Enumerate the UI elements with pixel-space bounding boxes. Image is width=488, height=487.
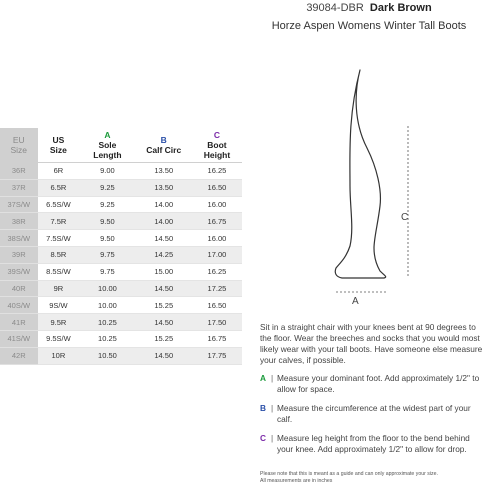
eu-size-cell: 39R [0,246,38,263]
eu-size-cell: 40R [0,280,38,297]
table-row [0,314,242,331]
boot-height-cell: 16.75 [192,213,242,230]
us-size-cell: 10R [38,347,80,364]
step-c-letter: C [260,433,266,443]
step-b-text: Measure the circumference at the widest part of your calf. [277,403,471,424]
table-row [0,330,242,347]
boot-height-cell: 16.00 [192,230,242,247]
eu-size-cell: 38R [0,213,38,230]
calf-circ-cell: 14.25 [136,246,192,263]
header [250,0,488,35]
sole-header-line2: Length [93,150,122,160]
eu-size-cell: 36R [0,163,38,180]
calf-circ-cell: 14.50 [136,314,192,331]
boot-header-line1: Boot [207,140,227,150]
instructions-intro: Sit in a straight chair with your knees bent at 90 degrees to the floor. Wear the breeches and socks that you would most likely wear with your tall boots. Have someone else measure your calves, if possible. [260,322,483,365]
table-row [0,280,242,297]
sole-length-cell: 9.25 [79,179,135,196]
boot-height-cell: 17.75 [192,347,242,364]
sole-length-cell: 9.75 [79,263,135,280]
sole-length-header [79,128,135,163]
size-table [0,128,242,365]
sole-length-cell: 10.00 [79,297,135,314]
eu-size-cell: 42R [0,347,38,364]
eu-size-cell: 38S/W [0,230,38,247]
calf-circ-cell: 14.00 [136,213,192,230]
us-size-cell: 9R [38,280,80,297]
us-size-cell: 6R [38,163,80,180]
footnote [260,471,486,485]
boot-letter: C [213,130,221,140]
table-row [0,297,242,314]
table-row [0,179,242,196]
sole-length-cell: 10.25 [79,314,135,331]
us-size-cell: 7.5S/W [38,230,80,247]
eu-size-cell: 40S/W [0,297,38,314]
footnote-line2: All measurements are in inches [260,478,333,484]
sole-length-cell: 9.50 [79,230,135,247]
sole-letter: A [104,130,111,140]
boot-header-line2: Height [203,150,231,160]
boot-height-cell: 16.50 [192,179,242,196]
measure-c-label: C [401,212,409,223]
sole-length-cell: 10.00 [79,280,135,297]
calf-circ-cell: 15.00 [136,263,192,280]
sole-length-cell: 9.25 [79,196,135,213]
footnote-line1: Please note that this is meant as a guide and can only approximate your size. [260,471,438,477]
calf-circ-cell: 14.00 [136,196,192,213]
us-size-cell: 6.5S/W [38,196,80,213]
calf-circ-cell: 14.50 [136,347,192,364]
step-c [260,433,486,455]
calf-circ-cell: 14.50 [136,280,192,297]
measure-a-label: A [352,296,359,307]
calf-circ-cell: 14.50 [136,230,192,247]
product-code: 39084-DBR [306,2,364,14]
leg-outline [335,70,385,278]
boot-height-cell: 17.25 [192,280,242,297]
eu-size-header [0,128,38,163]
us-size-cell: 7.5R [38,213,80,230]
size-table-body [0,163,242,365]
boot-height-cell: 16.25 [192,163,242,180]
sole-length-cell: 9.50 [79,213,135,230]
us-size-cell: 6.5R [38,179,80,196]
boot-height-cell: 16.75 [192,330,242,347]
table-row [0,263,242,280]
sole-length-cell: 10.50 [79,347,135,364]
table-row [0,230,242,247]
calf-circ-cell: 15.25 [136,297,192,314]
step-a-text: Measure your dominant foot. Add approximately 1/2" to allow for space. [277,373,480,394]
table-row [0,347,242,364]
product-title: Horze Aspen Womens Winter Tall Boots [271,20,467,32]
calf-circ-cell: 13.50 [136,179,192,196]
calf-circ-cell: 13.50 [136,163,192,180]
eu-size-cell: 37R [0,179,38,196]
boot-height-cell: 16.50 [192,297,242,314]
eu-header-line1: EU [12,135,25,145]
boot-height-cell: 17.00 [192,246,242,263]
eu-size-cell: 39S/W [0,263,38,280]
boot-height-cell: 16.25 [192,263,242,280]
table-row [0,246,242,263]
boot-height-cell: 17.50 [192,314,242,331]
table-row [0,213,242,230]
size-table-header [0,128,242,163]
eu-size-cell: 41R [0,314,38,331]
product-color: Dark Brown [369,2,432,14]
us-header-line1: US [52,135,65,145]
us-size-cell: 8.5S/W [38,263,80,280]
step-b [260,403,486,425]
step-b-letter: B [260,403,266,413]
table-row [0,163,242,180]
sole-length-cell: 10.25 [79,330,135,347]
table-row [0,196,242,213]
measuring-instructions [260,322,486,463]
step-a-letter: A [260,373,266,383]
us-size-cell: 8.5R [38,246,80,263]
sole-header-line1: Sole [98,140,117,150]
product-code-line [250,0,488,16]
sole-length-cell: 9.75 [79,246,135,263]
us-header-line2: Size [49,145,67,155]
leg-measurement-diagram [320,68,430,308]
step-c-text: Measure leg height from the floor to the bend behind your knee. Add approximately 1/2" to allow for drop. [277,433,470,454]
eu-size-cell: 41S/W [0,330,38,347]
us-size-cell: 9S/W [38,297,80,314]
calf-circ-cell: 15.25 [136,330,192,347]
step-a-separator: | [271,373,274,383]
boot-height-cell: 16.00 [192,196,242,213]
us-size-header [38,128,80,163]
us-size-cell: 9.5R [38,314,80,331]
eu-header-line2: Size [10,145,28,155]
step-a [260,373,486,395]
calf-circ-header [136,128,192,163]
boot-height-header [192,128,242,163]
sole-length-cell: 9.00 [79,163,135,180]
us-size-cell: 9.5S/W [38,330,80,347]
calf-header-line1: Calf Circ [146,145,182,155]
eu-size-cell: 37S/W [0,196,38,213]
calf-letter: B [160,135,167,145]
step-b-separator: | [271,403,274,413]
step-c-separator: | [271,433,274,443]
